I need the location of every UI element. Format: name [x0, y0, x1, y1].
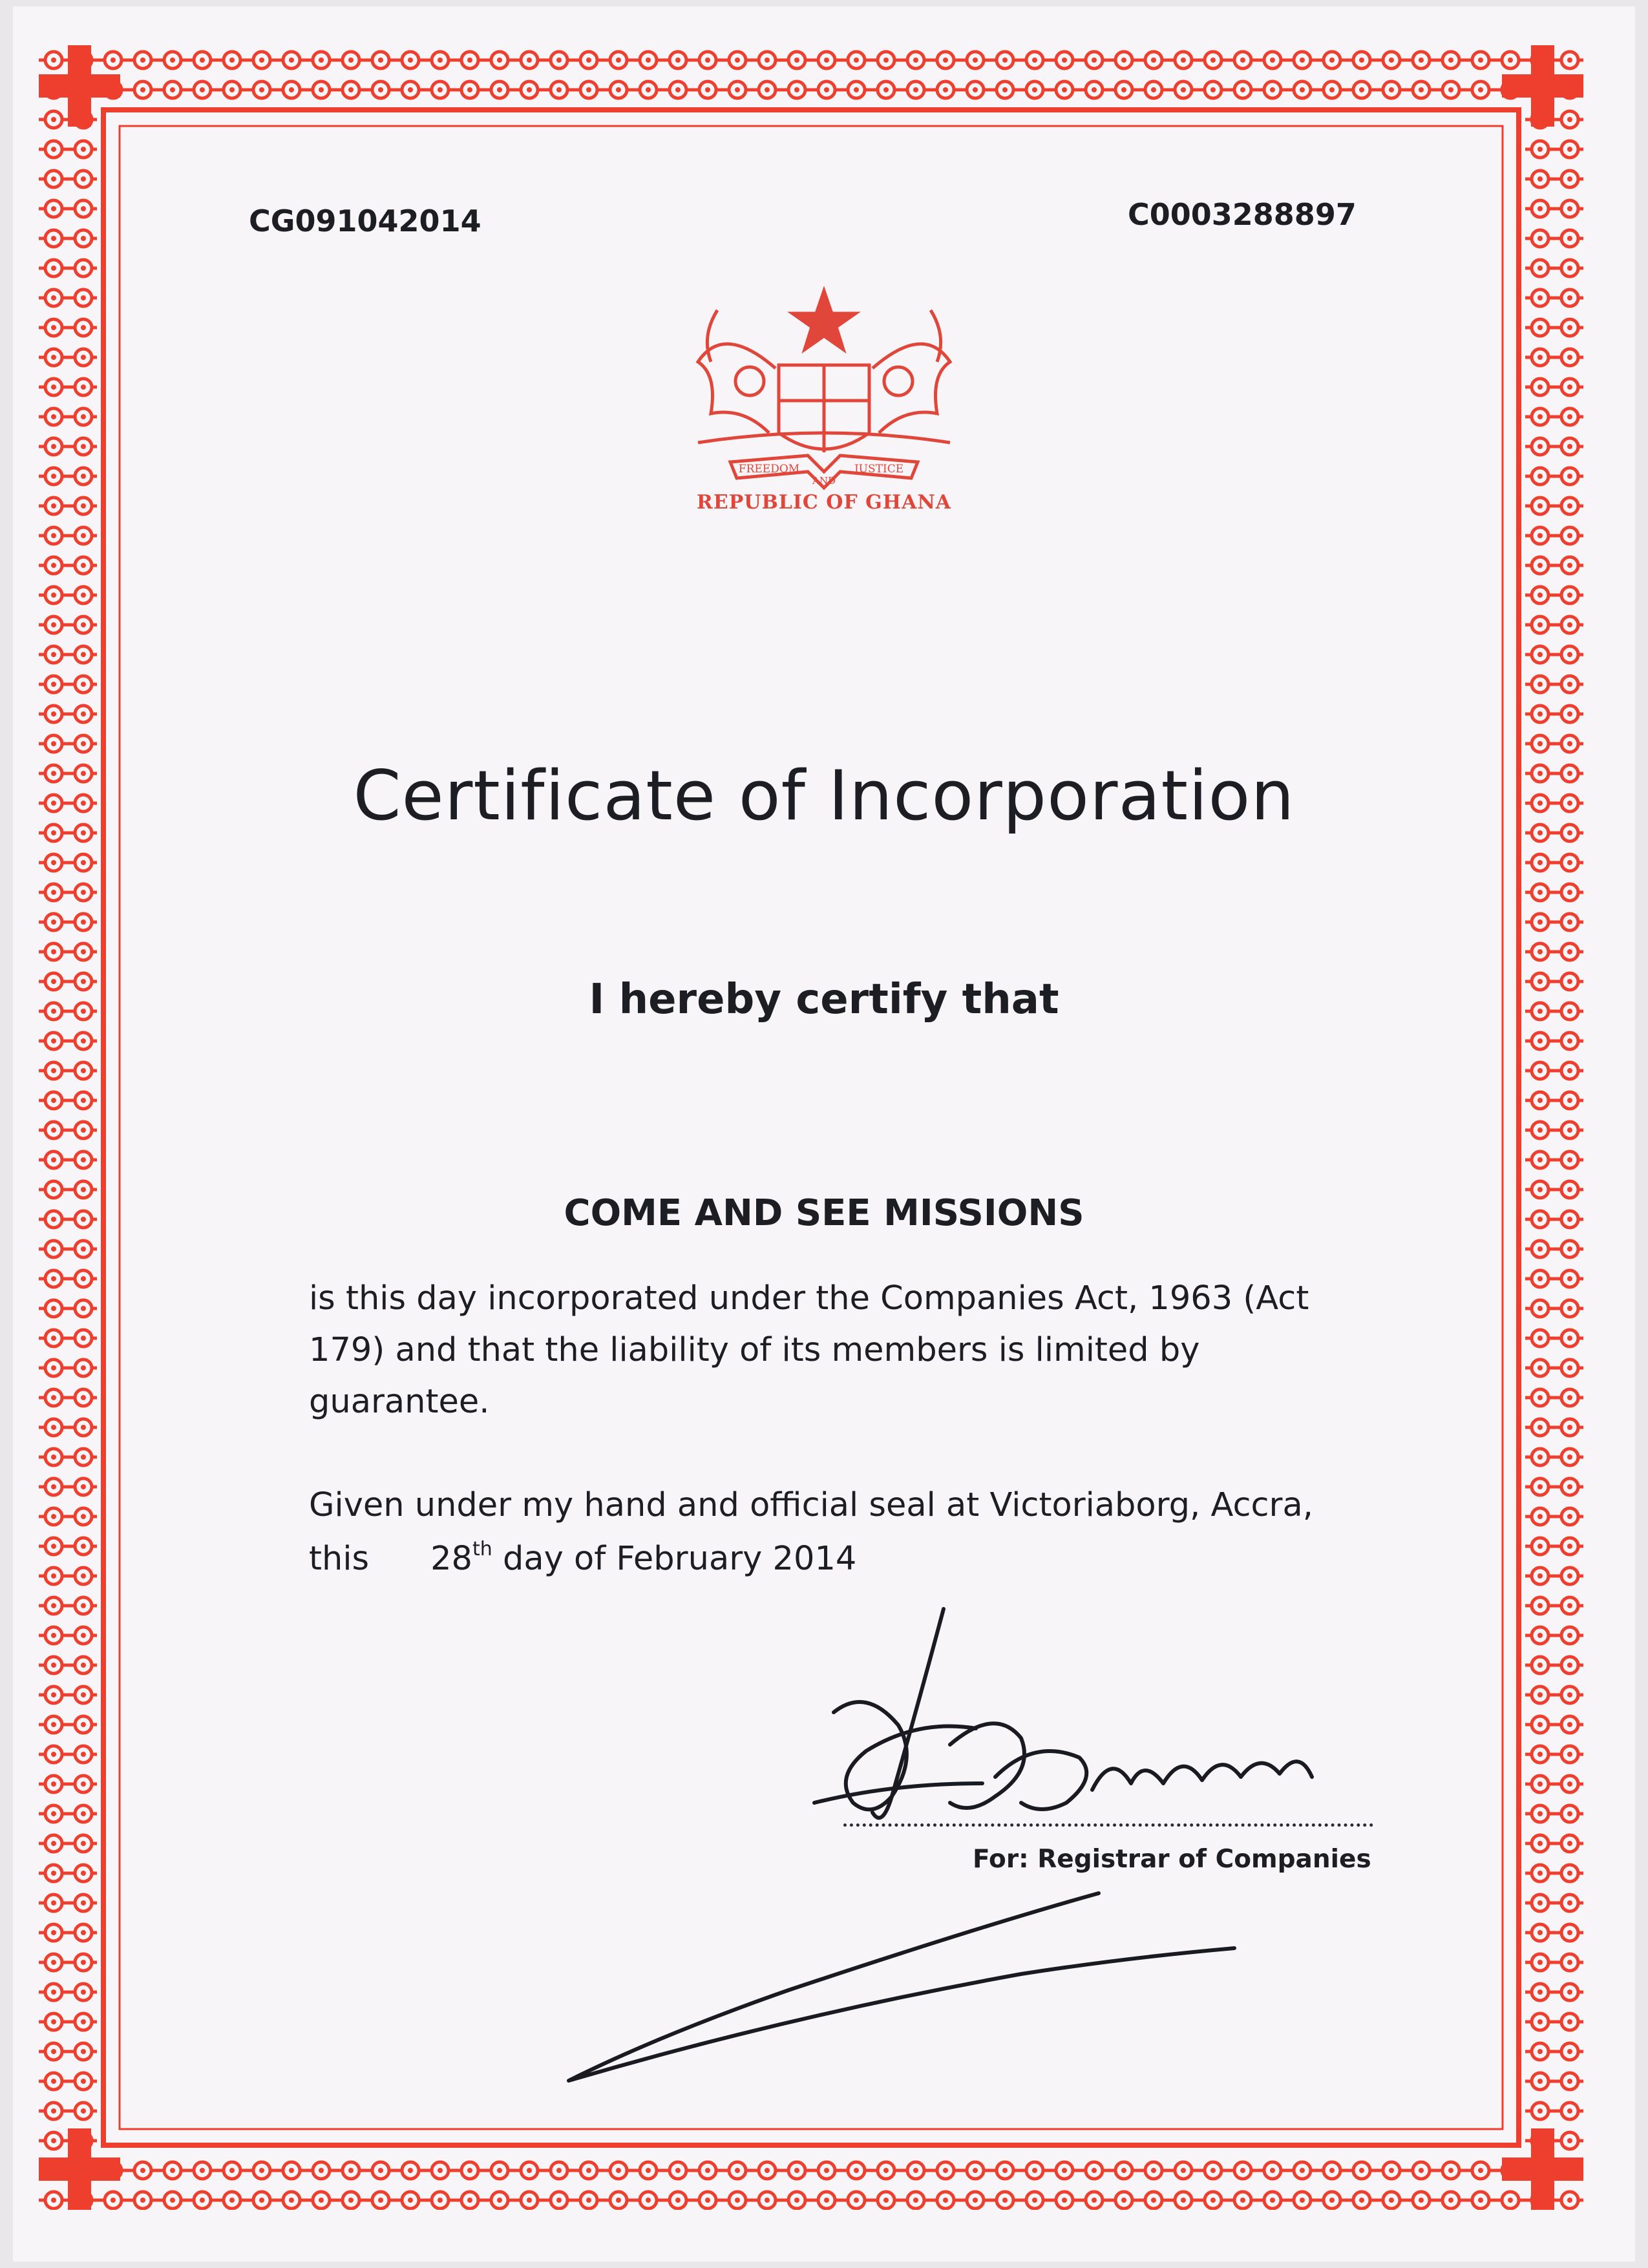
- given-line: Given under my hand and official seal at Victoriaborg, Accra,: [309, 1486, 1313, 1524]
- crest-motto-center: AND: [812, 475, 836, 487]
- body-line-2: 179) and that the liability of its members is limited by: [309, 1331, 1200, 1369]
- body-line-1: is this day incorporated under the Companies Act, 1963 (Act: [309, 1279, 1309, 1318]
- date-day: 28: [430, 1540, 472, 1578]
- crest-caption: REPUBLIC OF GHANA: [696, 491, 952, 514]
- crest-motto-left: FREEDOM: [738, 463, 800, 476]
- certify-line: I hereby certify that: [589, 976, 1059, 1024]
- date-ordinal: th: [472, 1538, 492, 1560]
- certificate-number-right: C0003288897: [1128, 197, 1357, 232]
- company-name: COME AND SEE MISSIONS: [564, 1192, 1084, 1234]
- body-line-3: guarantee.: [309, 1383, 490, 1421]
- date-prefix: this: [309, 1540, 370, 1578]
- date-rest: day of February 2014: [502, 1540, 857, 1578]
- crest-motto-right: JUSTICE: [854, 463, 904, 476]
- certificate-number-left: CG091042014: [249, 204, 481, 238]
- registrar-label: For: Registrar of Companies: [973, 1845, 1371, 1874]
- page-title: Certificate of Incorporation: [353, 756, 1295, 835]
- signature-line: [843, 1823, 1373, 1827]
- date-line: [309, 1538, 856, 1578]
